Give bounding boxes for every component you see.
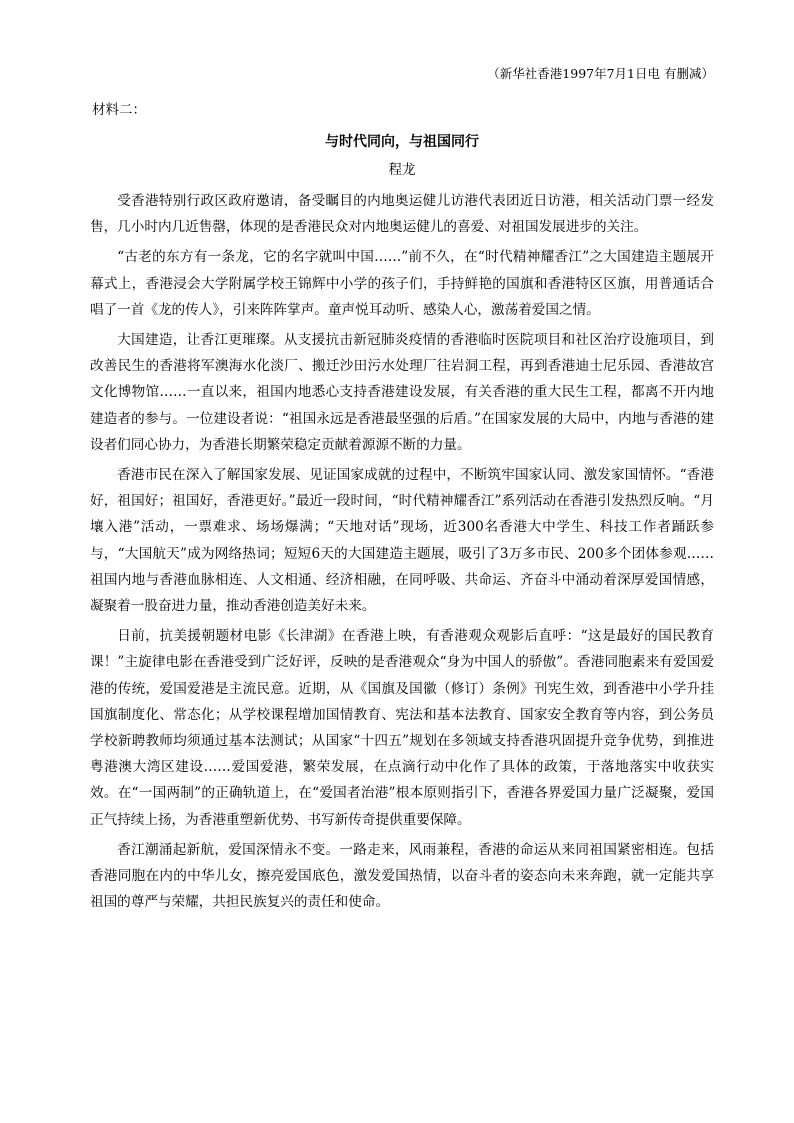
article-title: 与时代同向，与祖国同行 bbox=[325, 134, 479, 150]
article-paragraph-1: 受香港特别行政区政府邀请，备受瞩目的内地奥运健儿访港代表团近日访港，相关活动门票一经发售，几小时内几近售罄，体现的是香港民众对内地奥运健儿的喜爱、对祖国发展进步的关注。 bbox=[90, 193, 714, 236]
article-paragraph-5: 日前，抗美援朝题材电影《长津湖》在香港上映，有香港观众观影后直呼：“这是最好的国民教育课！”主旋律电影在香港受到广泛好评，反映的是香港观众“身为中国人的骄傲”。香港同胞素来有爱国爱港的传统，爱国爱港是主流民意。近期，从《国旗及国徽（修订）条例》刊宪生效，到香港中小学升挂国旗制度化、常态化；从学校课程增加国情教育、宪法和基本法教育、国家安全教育等内容，到公务员学校新聘教师均须通过基本法测试；从国家“十四五”规划在多领域支持香港巩固提升竞争优势，到推进粤港澳大湾区建设……爱国爱港，繁荣发展，在点滴行动中化作了具体的政策，于落地落实中收获实效。在“一国两制”的正确轨道上，在“爱国者治港”根本原则指引下，香港各界爱国力量广泛凝聚，爱国正气持续上扬，为香港重塑新优势、书写新传奇提供重要保障。 bbox=[90, 628, 714, 828]
article-author: 程龙 bbox=[388, 162, 416, 178]
article-paragraph-6: 香江潮涌起新航，爱国深情永不变。一路走来，风雨兼程，香港的命运从来同祖国紧密相连。包括香港同胞在内的中华儿女，擦亮爱国底色，激发爱国热情，以奋斗者的姿态向未来奔跑，就一定能共享祖国的尊严与荣耀，共担民族复兴的责任和使命。 bbox=[90, 841, 714, 911]
material-label: 材料二： bbox=[92, 102, 146, 118]
document-page bbox=[90, 64, 714, 919]
article-paragraph-4: 香港市民在深入了解国家发展、见证国家成就的过程中，不断筑牢国家认同、激发家国情怀。“香港好，祖国好；祖国好，香港更好。”最近一段时间，“时代精神耀香江”系列活动在香港引发热烈反响。“月壤入港”活动，一票难求、场场爆满；“天地对话”现场，近300名香港大中学生、科技工作者踊跃参与，“大国航天”成为网络热词；短短6天的大国建造主题展，吸引了3万多市民、200多个团体参观……祖国内地与香港血脉相连、人文相通、经济相融，在同呼吸、共命运、齐奋斗中涌动着深厚爱国情感，凝聚着一股奋进力量，推动香港创造美好未来。 bbox=[90, 467, 714, 615]
article-paragraph-2: “古老的东方有一条龙，它的名字就叫中国……”前不久，在“时代精神耀香江”之大国建造主题展开幕式上，香港浸会大学附属学校王锦辉中小学的孩子们，手持鲜艳的国旗和香港特区区旗，用普通话合唱了一首《龙的传人》，引来阵阵掌声。童声悦耳动听、感染人心，激荡着爱国之情。 bbox=[90, 249, 714, 318]
source-citation: （新华社香港1997年7月1日电 有删减） bbox=[487, 66, 714, 81]
article-paragraph-3: 大国建造，让香江更璀璨。从支援抗击新冠肺炎疫情的香港临时医院项目和社区治疗设施项目，到改善民生的香港将军澳海水化淡厂、搬迁沙田污水处理厂往岩洞工程，再到香港迪士尼乐园、香港故宫文化博物馆……一直以来，祖国内地悉心支持香港建设发展，有关香港的重大民生工程，都离不开内地建造者的参与。一位建设者说：“祖国永远是香港最坚强的后盾。”在国家发展的大局中，内地与香港的建设者们同心协力，为香港长期繁荣稳定贡献着源源不断的力量。 bbox=[90, 332, 714, 453]
